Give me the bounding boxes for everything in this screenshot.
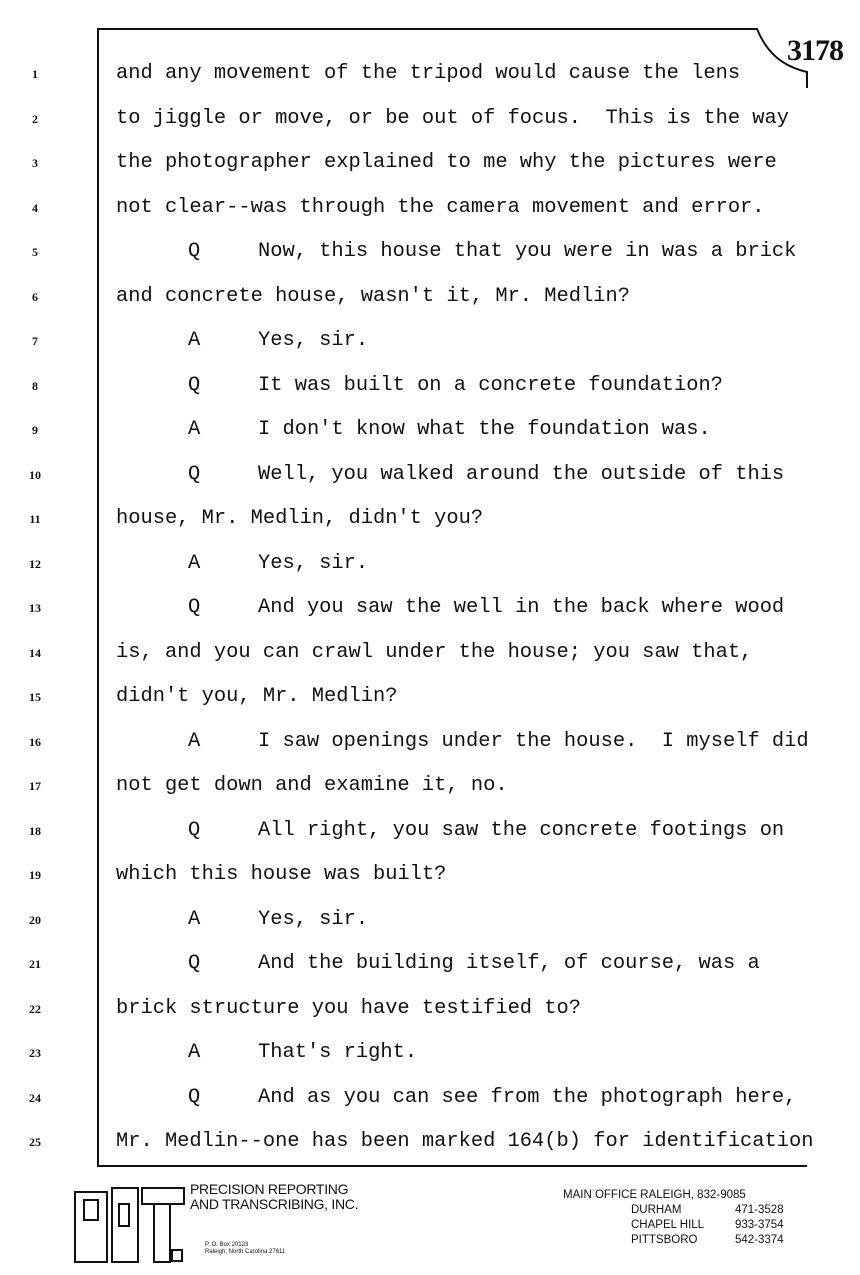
speaker-label: Q — [188, 240, 201, 263]
line-number: 19 — [29, 868, 41, 882]
speaker-label: Q — [188, 1085, 201, 1109]
line-number: 23 — [29, 1046, 41, 1060]
speaker-label: Q — [188, 952, 201, 975]
office-list — [563, 1188, 784, 1248]
company-address — [205, 1242, 285, 1256]
transcript-line — [0, 685, 860, 715]
transcript-line — [0, 1086, 860, 1116]
line-text: to jiggle or move, or be out of focus. This is the way — [116, 106, 790, 130]
address-line1: P. O. Box 20123 — [205, 1242, 249, 1248]
speaker-label: Q — [188, 818, 201, 842]
page-frame-bottom — [97, 1165, 807, 1167]
transcript-line — [0, 863, 860, 893]
line-text: And you saw the well in the back where wood — [258, 596, 785, 619]
address-line2: Raleigh, North Carolina 27611 — [205, 1249, 286, 1255]
line-text: Yes, sir. — [258, 329, 369, 352]
line-number: 8 — [32, 378, 38, 393]
footer — [0, 1180, 860, 1275]
speaker-label: A — [188, 418, 201, 441]
transcript-line — [0, 774, 860, 804]
line-number: 24 — [29, 1090, 41, 1105]
transcript-line — [0, 329, 860, 359]
line-number: 4 — [32, 200, 38, 215]
office-phone: 933-3754 — [735, 1219, 784, 1231]
transcript-line — [0, 596, 860, 626]
line-text: not clear--was through the camera movement and error. — [116, 195, 765, 219]
line-text: And the building itself, of course, was a — [258, 952, 760, 975]
office-phone: 471-3528 — [735, 1204, 784, 1216]
line-number: 16 — [29, 734, 41, 749]
line-number: 3 — [32, 156, 38, 170]
transcript-line — [0, 1130, 860, 1160]
transcript-line — [0, 107, 860, 137]
line-number: 1 — [32, 67, 38, 81]
office-city: DURHAM — [631, 1204, 682, 1216]
line-number: 15 — [29, 690, 41, 704]
line-number: 17 — [29, 779, 41, 793]
speaker-label: A — [188, 329, 201, 352]
office-city: CHAPEL HILL — [631, 1219, 705, 1231]
line-number: 5 — [32, 245, 38, 259]
line-text: and concrete house, wasn't it, Mr. Medlin? — [116, 284, 630, 308]
transcript-line — [0, 196, 860, 226]
line-text: Yes, sir. — [258, 907, 369, 931]
transcript-line — [0, 908, 860, 938]
page-number: 3178 — [787, 34, 843, 67]
speaker-label: Q — [188, 462, 201, 486]
office-phone: 542-3374 — [735, 1234, 784, 1246]
transcript-line — [0, 240, 860, 270]
line-text: It was built on a concrete foundation? — [258, 373, 723, 397]
line-number: 14 — [29, 645, 41, 660]
line-number: 20 — [29, 912, 41, 927]
line-text: brick structure you have testified to? — [116, 996, 581, 1020]
speaker-label: Q — [188, 596, 201, 619]
transcript-line — [0, 507, 860, 537]
office-city: PITTSBORO — [631, 1234, 698, 1246]
transcript-line — [0, 819, 860, 849]
transcript-line — [0, 374, 860, 404]
line-number: 10 — [29, 467, 41, 482]
transcript-line — [0, 552, 860, 582]
office-entry — [631, 1233, 784, 1248]
line-text: is, and you can crawl under the house; you saw that, — [116, 640, 753, 664]
transcript-line — [0, 952, 860, 982]
line-text: Mr. Medlin--one has been marked 164(b) for identification — [116, 1130, 814, 1153]
transcript-line — [0, 997, 860, 1027]
line-number: 13 — [29, 601, 41, 615]
line-number: 2 — [32, 111, 38, 126]
transcript-line — [0, 418, 860, 448]
transcript-line — [0, 285, 860, 315]
line-text: Yes, sir. — [258, 551, 369, 575]
line-number: 12 — [29, 556, 41, 571]
line-number: 22 — [29, 1001, 41, 1016]
line-number: 9 — [32, 423, 38, 437]
line-number: 7 — [32, 334, 38, 348]
transcript-line — [0, 641, 860, 671]
line-text: I don't know what the foundation was. — [258, 418, 711, 441]
line-text: All right, you saw the concrete footings on — [258, 818, 785, 842]
transcript-line — [0, 62, 860, 92]
line-text: not get down and examine it, no. — [116, 774, 508, 797]
line-number: 21 — [29, 957, 41, 971]
speaker-label: Q — [188, 373, 201, 397]
line-number: 11 — [29, 512, 41, 526]
company-name — [190, 1182, 358, 1212]
transcript-line — [0, 730, 860, 760]
line-text: and any movement of the tripod would cause the lens — [116, 62, 741, 85]
line-text: And as you can see from the photograph here, — [258, 1085, 797, 1109]
company-name-line1: PRECISION REPORTING — [190, 1181, 349, 1197]
line-number: 18 — [29, 823, 41, 838]
line-text: That's right. — [258, 1041, 418, 1064]
line-text: didn't you, Mr. Medlin? — [116, 685, 398, 708]
line-text: I saw openings under the house. I myself did — [258, 729, 809, 753]
speaker-label: A — [188, 907, 201, 931]
line-text: house, Mr. Medlin, didn't you? — [116, 507, 484, 530]
line-number: 6 — [32, 289, 38, 304]
office-entry — [631, 1218, 784, 1233]
main-office: MAIN OFFICE RALEIGH, 832-9085 — [563, 1189, 746, 1201]
line-text: which this house was built? — [116, 863, 447, 886]
company-name-line2: AND TRANSCRIBING, INC. — [190, 1196, 359, 1212]
line-number: 25 — [29, 1135, 41, 1149]
speaker-label: A — [188, 729, 201, 753]
company-logo — [72, 1184, 187, 1264]
speaker-label: A — [188, 551, 201, 575]
speaker-label: A — [188, 1041, 201, 1064]
office-entry — [631, 1203, 784, 1218]
line-text: Well, you walked around the outside of this — [258, 462, 785, 486]
transcript-line — [0, 151, 860, 181]
page-frame-top — [97, 28, 757, 30]
transcript-line — [0, 463, 860, 493]
line-text: Now, this house that you were in was a brick — [258, 240, 797, 263]
transcript-line — [0, 1041, 860, 1071]
line-text: the photographer explained to me why the pictures were — [116, 151, 777, 174]
